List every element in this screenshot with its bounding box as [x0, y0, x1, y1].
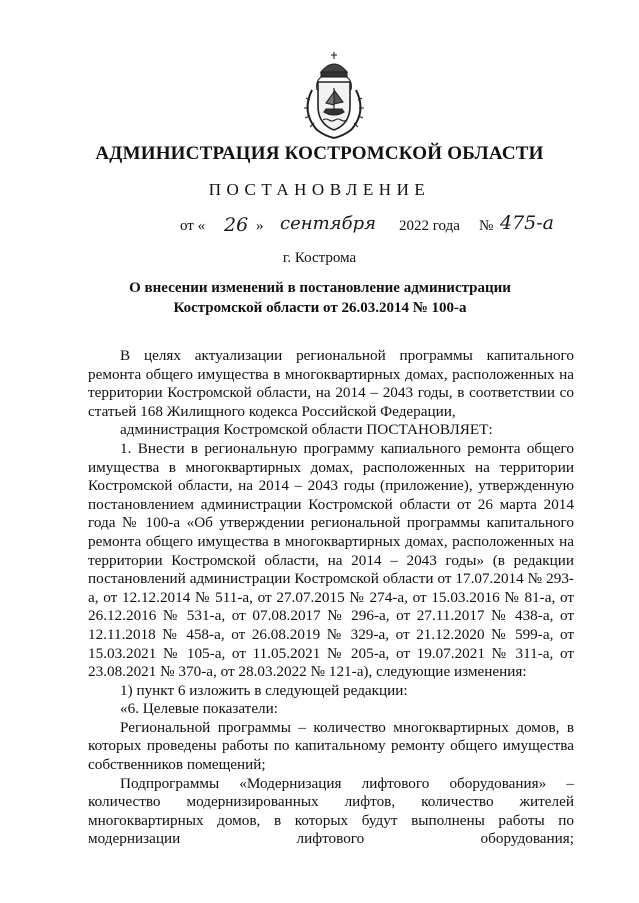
date-year: 2022 года	[399, 218, 460, 234]
paragraph-subprogram: Подпрограммы «Модернизация лифтового оборудования» – количество модернизированных лифтов, количество жителей многоквартирных домов, в которых будут выполнены работы по модернизации лифтового оборудования;	[88, 774, 574, 848]
paragraph-regional-program: Региональной программы – количество многоквартирных домов, в которых проведены работы по капитальному ремонту общего имущества собственников помещений;	[88, 718, 574, 774]
paragraph-subitem-1: 1) пункт 6 изложить в следующей редакции:	[120, 681, 408, 699]
paragraph-item-1: 1. Внести в региональную программу капиального ремонта общего имущества в многоквартирных домах, расположенных на территории Костромской области, на 2014 – 2043 годы (приложение), утвержденную постановлением администрации Костромской области от 26 марта 2014 года № 100-а «Об утверждении региональной программы капитального ремонта общего имущества в многоквартирных домах, расположенных на территории Костромской области, на 2014 – 2043 годы» (в редакции постановлений администрации Костромской области от 17.07.2014 № 293-а, от 12.12.2014 № 511-а, от 27.07.2015 № 274-а, от 15.03.2016 № 81-а, от 26.12.2016 № 531-а, от 07.08.2017 № 296-а, от 27.11.2017 № 438-а, от 12.11.2018 № 458-а, от 26.08.2019 № 329-а, от 21.12.2020 № 599-а, от 15.03.2021 № 105-а, от 11.05.2021 № 205-а, от 19.07.2021 № 311-а, от 23.08.2021 № 370-а, от 28.03.2022 № 121-а), следующие изменения:	[88, 439, 574, 681]
date-month-handwritten: сентября	[280, 213, 377, 234]
paragraph-preamble: В целях актуализации региональной программы капитального ремонта общего имущества в многоквартирных домах, расположенных на территории Костромской области, на 2014 – 2043 годы, в соответствии со статьей 168 Жилищного кодекса Российской Федерации,	[88, 347, 574, 420]
document-body	[88, 347, 574, 849]
document-subject	[120, 278, 520, 318]
date-day-handwritten: 26	[224, 214, 249, 236]
subject-line-1: О внесении изменений в постановление администрации	[129, 280, 511, 296]
paragraph-resolves: администрация Костромской области ПОСТАНОВЛЯЕТ:	[120, 421, 493, 439]
paragraph-section-6: «6. Целевые показатели:	[120, 700, 278, 718]
city: г. Кострома	[282, 250, 357, 266]
date-prefix: от «	[180, 218, 206, 234]
subject-line-2: Костромской области от 26.03.2014 № 100-а	[173, 300, 467, 316]
document-number-handwritten: 475-а	[500, 212, 555, 234]
coat-of-arms-emblem	[297, 50, 371, 142]
date-quote-close: »	[256, 218, 264, 234]
number-sign: №	[479, 218, 494, 234]
organization-title: АДМИНИСТРАЦИЯ КОСТРОМСКОЙ ОБЛАСТИ	[95, 143, 544, 164]
document-type: ПОСТАНОВЛЕНИЕ	[208, 180, 431, 199]
